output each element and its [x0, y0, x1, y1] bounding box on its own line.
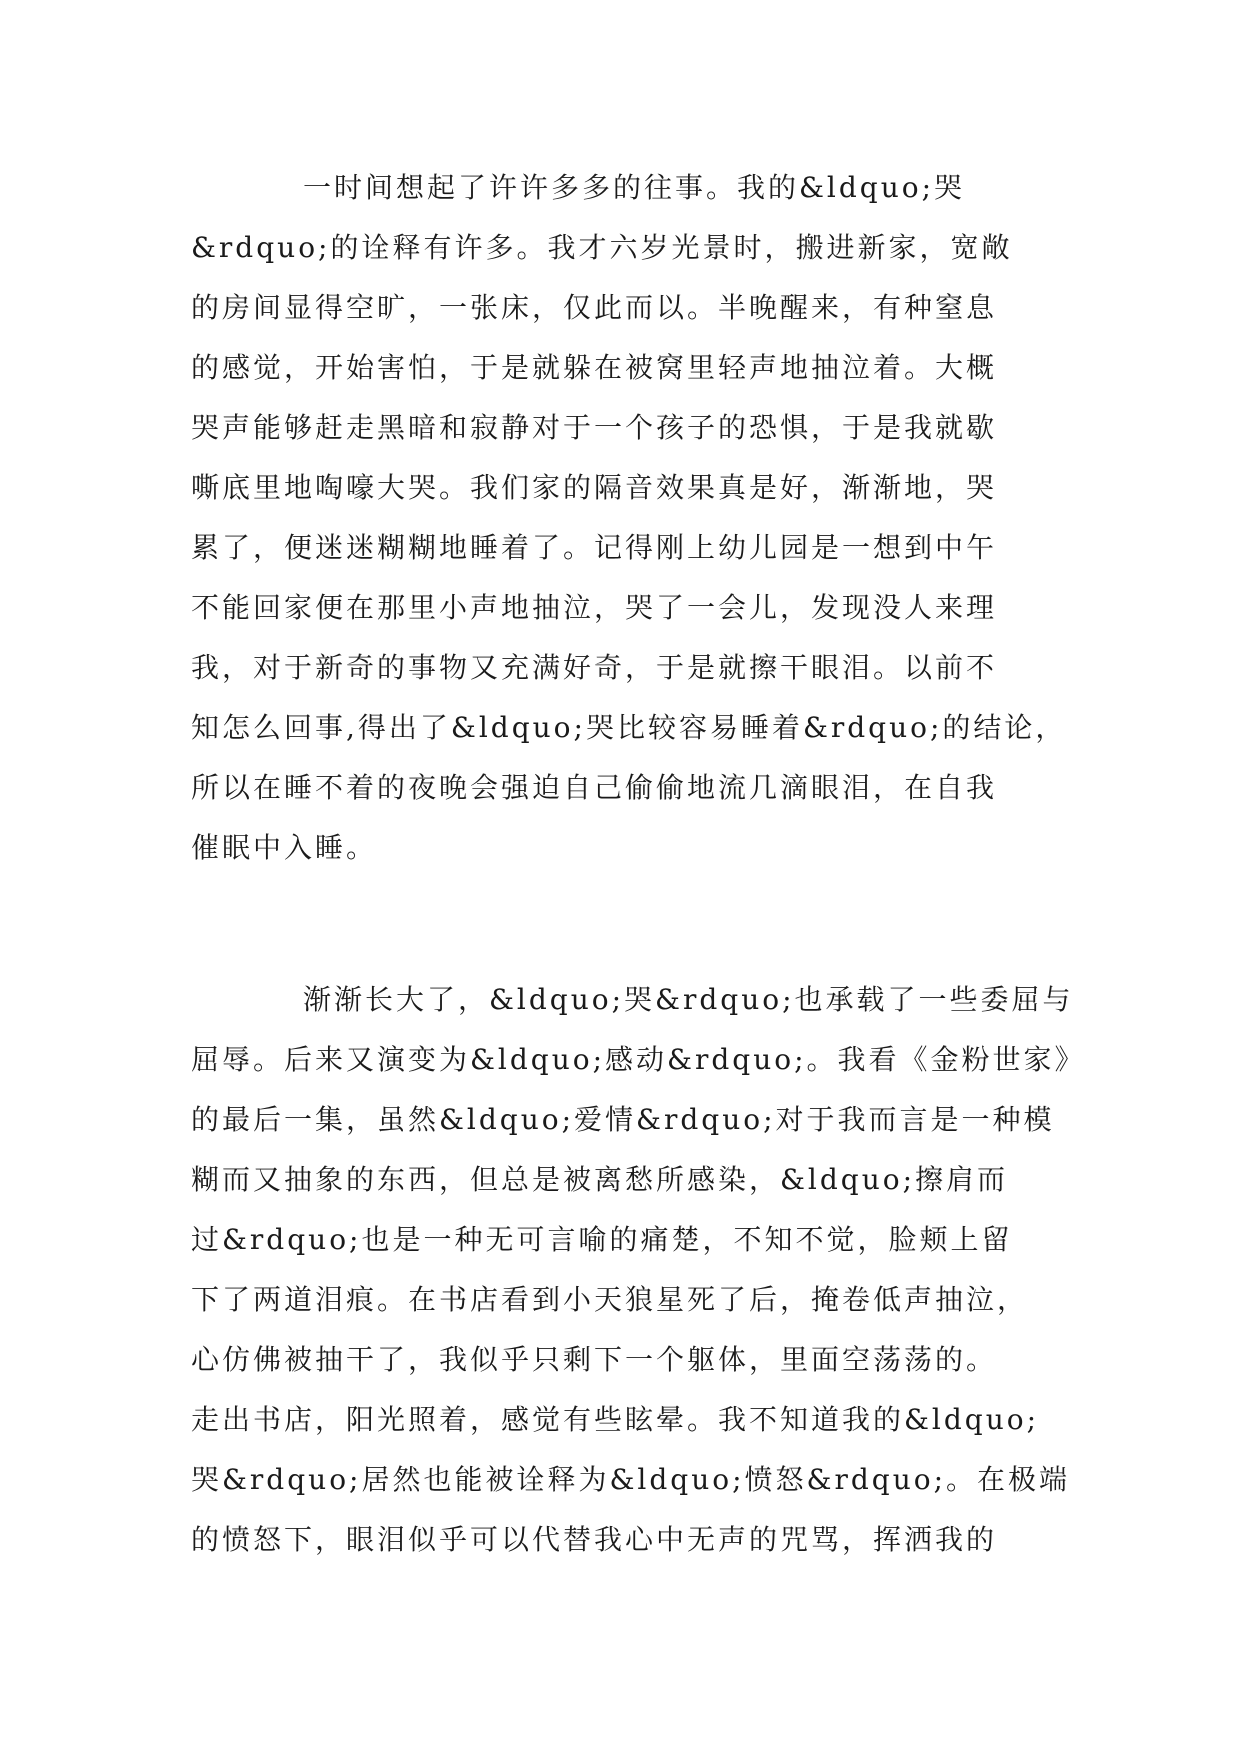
text-line: 一时间想起了许许多多的往事。我的&ldquo;哭: [303, 171, 966, 204]
text-line: 累了，便迷迷糊糊地睡着了。记得刚上幼儿园是一想到中午: [191, 531, 998, 564]
text-line: 屈辱。后来又演变为&ldquo;感动&rdquo;。我看《金粉世家》: [191, 1043, 1086, 1076]
text-line: 糊而又抽象的东西，但总是被离愁所感染，&ldquo;擦肩而: [191, 1163, 1009, 1196]
paragraph-2: [191, 970, 1086, 1570]
text-line: 走出书店，阳光照着，感觉有些眩晕。我不知道我的&ldquo;: [191, 1403, 1040, 1436]
text-line: 我，对于新奇的事物又充满好奇，于是就擦干眼泪。以前不: [191, 651, 998, 684]
text-line: 嘶底里地啕嚎大哭。我们家的隔音效果真是好，渐渐地，哭: [191, 471, 998, 504]
text-line: 的感觉，开始害怕，于是就躲在被窝里轻声地抽泣着。大概: [191, 351, 998, 384]
paragraph-1: [191, 158, 1067, 878]
text-line: 的最后一集，虽然&ldquo;爱情&rdquo;对于我而言是一种模: [191, 1103, 1055, 1136]
text-line: 渐渐长大了，&ldquo;哭&rdquo;也承载了一些委屈与: [303, 983, 1074, 1016]
text-line: 过&rdquo;也是一种无可言喻的痛楚，不知不觉，脸颊上留: [191, 1223, 1013, 1256]
text-line: &rdquo;的诠释有许多。我才六岁光景时，搬进新家，宽敞: [191, 231, 1013, 264]
text-line: 哭&rdquo;居然也能被诠释为&ldquo;愤怒&rdquo;。在极端: [191, 1463, 1071, 1496]
text-line: 的房间显得空旷，一张床，仅此而以。半晚醒来，有种窒息: [191, 291, 998, 324]
text-line: 所以在睡不着的夜晚会强迫自己偷偷地流几滴眼泪，在自我: [191, 771, 998, 804]
text-line: 知怎么回事,得出了&ldquo;哭比较容易睡着&rdquo;的结论，: [191, 711, 1067, 744]
text-line: 心仿佛被抽干了，我似乎只剩下一个躯体，里面空荡荡的。: [191, 1343, 998, 1376]
text-line: 哭声能够赶走黑暗和寂静对于一个孩子的恐惧，于是我就歇: [191, 411, 998, 444]
text-line: 下了两道泪痕。在书店看到小天狼星死了后，掩卷低声抽泣，: [191, 1283, 1029, 1316]
text-line: 不能回家便在那里小声地抽泣，哭了一会儿，发现没人来理: [191, 591, 998, 624]
text-line: 催眠中入睡。: [191, 831, 378, 864]
text-line: 的愤怒下，眼泪似乎可以代替我心中无声的咒骂，挥洒我的: [191, 1523, 998, 1556]
